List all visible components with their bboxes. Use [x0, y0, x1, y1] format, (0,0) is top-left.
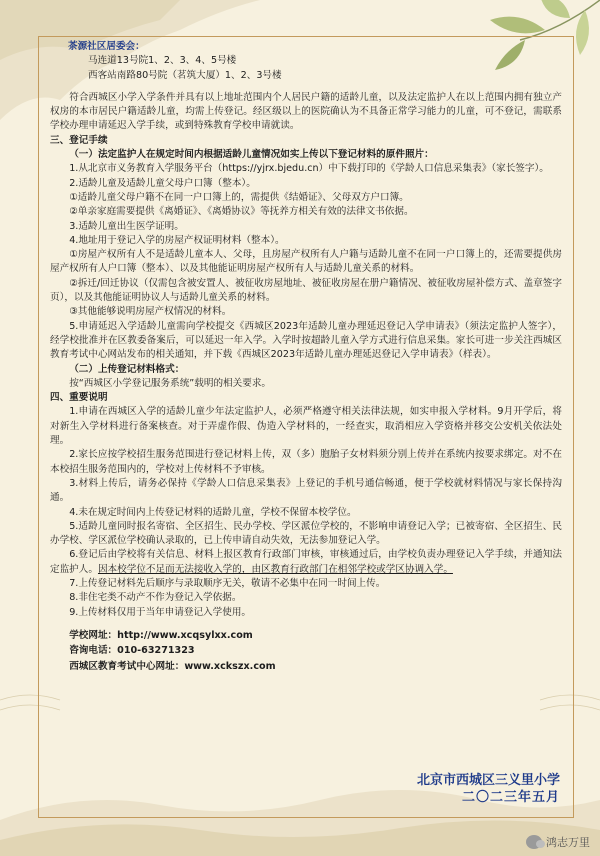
document-body	[50, 40, 562, 674]
phone-label: 咨询电话：	[69, 645, 118, 657]
edu-center-line	[50, 659, 562, 675]
list-item: 3.材料上传后，请务必保持《学龄人口信息采集表》上登记的手机号通信畅通，便于学校就材料情况与家长保持沟通。	[50, 477, 562, 504]
signature-block	[417, 772, 560, 806]
community-address-2: 西客站南路80号院（茗筑大厦）1、2、3号楼	[88, 69, 282, 81]
edu-center-label: 西城区教育考试中心网址：	[69, 660, 185, 672]
watermark	[526, 834, 590, 850]
section-3-sub2: （二）上传登记材料格式：	[69, 363, 185, 375]
wechat-icon	[526, 835, 542, 849]
phone-line	[50, 643, 562, 659]
list-item: 5.申请延迟入学适龄儿童需向学校提交《西城区2023年适龄儿童办理延迟登记入学申请表》（须法定监护人签字），经学校批准并在区教委备案后，可以延迟一年入学。入学时按超龄儿童入学方式进行信息采集。家长可进一步关注西城区教育考试中心网站发布的相关通知，并下载《西城区2023年适龄儿童办理延迟登记入学申请表》（样表）。	[50, 320, 562, 361]
community-name: 茶源社区居委会：	[68, 41, 145, 52]
list-item: 2.家长应按学校招生服务范围进行登记材料上传，双（多）胞胎子女材料须分别上传并在系统内按要求绑定。对不在本校招生服务范围内的，学校对上传材料不予审核。	[50, 449, 562, 475]
school-website-line	[50, 628, 562, 644]
list-item: ②拆迁/回迁协议（仅需包含被安置人、被征收房屋地址、被征收房屋在册户籍情况、被征收房屋补偿方式、盖章签字页），以及其他能证明协议人与适龄儿童关系的材料。	[50, 277, 562, 304]
phone-number[interactable]: 010-63271323	[117, 645, 195, 657]
list-item: 4.地址用于登记入学的房屋产权证明材料（整本）。	[69, 234, 285, 246]
list-item-text: 6.登记后由学校将有关信息、材料上报区教育行政部门审核，审核通过后，由学校负责办理登记入学手续，并通知法定监护人。	[50, 549, 562, 575]
list-item: ③其他能够说明房屋产权情况的材料。	[69, 306, 232, 318]
list-item: 1.从北京市义务教育入学服务平台（https://yjrx.bjedu.cn）中下载打印的《学龄人口信息采集表》（家长签字）。	[69, 163, 549, 175]
list-item: ①房屋产权所有人不是适龄儿童本人、父母，且房屋产权所有人户籍与适龄儿童不在同一户口簿上的，还需要提供房屋产权所有人户口簿（整本）、以及其他能证明房屋产权所有人与适龄儿童关系的材料。	[50, 249, 562, 275]
section-3-sub2-text: 按“西城区小学登记服务系统”载明的相关要求。	[69, 377, 272, 389]
list-item: 2.适龄儿童及适龄儿童父母户口簿（整本）。	[69, 177, 256, 189]
edu-center-link[interactable]: www.xckszx.com	[184, 660, 276, 672]
section-3-sub1: （一）法定监护人在规定时间内根据适龄儿童情况如实上传以下登记材料的原件照片：	[69, 149, 434, 161]
list-item: ②单亲家庭需要提供《离婚证》、《离婚协议》等抚养方相关有效的法律文书依据。	[69, 206, 414, 218]
list-item: 5.适龄儿童同时报名寄宿、全区招生、民办学校、学区派位学校的，不影响申请登记入学；已被寄宿、全区招生、民办学校、学区派位学校确认录取的，已上传申请自动失效，无法参加登记入学。	[50, 520, 562, 547]
list-item: ①适龄儿童父母户籍不在同一户口簿上的，需提供《结婚证》、父母双方户口簿。	[69, 191, 409, 203]
issue-date: 二〇二三年五月	[461, 790, 560, 805]
contact-block	[50, 628, 562, 675]
section-4-heading: 四、重要说明	[50, 392, 108, 404]
list-item: 4.未在规定时间内上传登记材料的适龄儿童，学校不保留本校学位。	[69, 506, 357, 518]
underlined-note: 因本校学位不足而无法接收入学的，由区教育行政部门在相邻学校或学区协调入学。	[97, 563, 453, 575]
community-address-1: 马连道13号院1、2、3、4、5号楼	[88, 55, 237, 67]
list-item: 9.上传材料仅用于当年申请登记入学使用。	[69, 606, 252, 618]
school-name: 北京市西城区三义里小学	[416, 773, 560, 788]
list-item: 7.上传登记材料先后顺序与录取顺序无关，敬请不必集中在同一时间上传。	[69, 577, 386, 589]
list-item: 3.适龄儿童出生医学证明。	[69, 220, 184, 232]
list-item	[50, 548, 562, 577]
school-website-link[interactable]: http://www.xcqsylxx.com	[117, 629, 253, 641]
school-website-label: 学校网址：	[69, 629, 118, 641]
intro-paragraph: 符合西城区小学入学条件并具有以上地址范围内个人居民户籍的适龄儿童，以及法定监护人在以上范围内拥有独立产权房的本市居民户籍适龄儿童，均需上传登记。经区级以上的医院确认为不具备正常学习能力的儿童，可不登记，需联系学校办理申请延迟入学手续，或到特殊教育学校申请就读。	[50, 91, 562, 132]
list-item: 8.非住宅类不动产不作为登记入学依据。	[69, 592, 242, 604]
list-item: 1.申请在西城区入学的适龄儿童少年法定监护人，必须严格遵守相关法律法规，如实申报入学材料。9月开学后，将对新生入学材料进行备案核查。对于弄虚作假、伪造入学材料的，一经查实，取消相应入学资格并移交公安机关依法处理。	[50, 406, 562, 447]
section-3-heading: 三、登记手续	[50, 134, 108, 146]
watermark-text: 鸿志万里	[546, 836, 590, 849]
